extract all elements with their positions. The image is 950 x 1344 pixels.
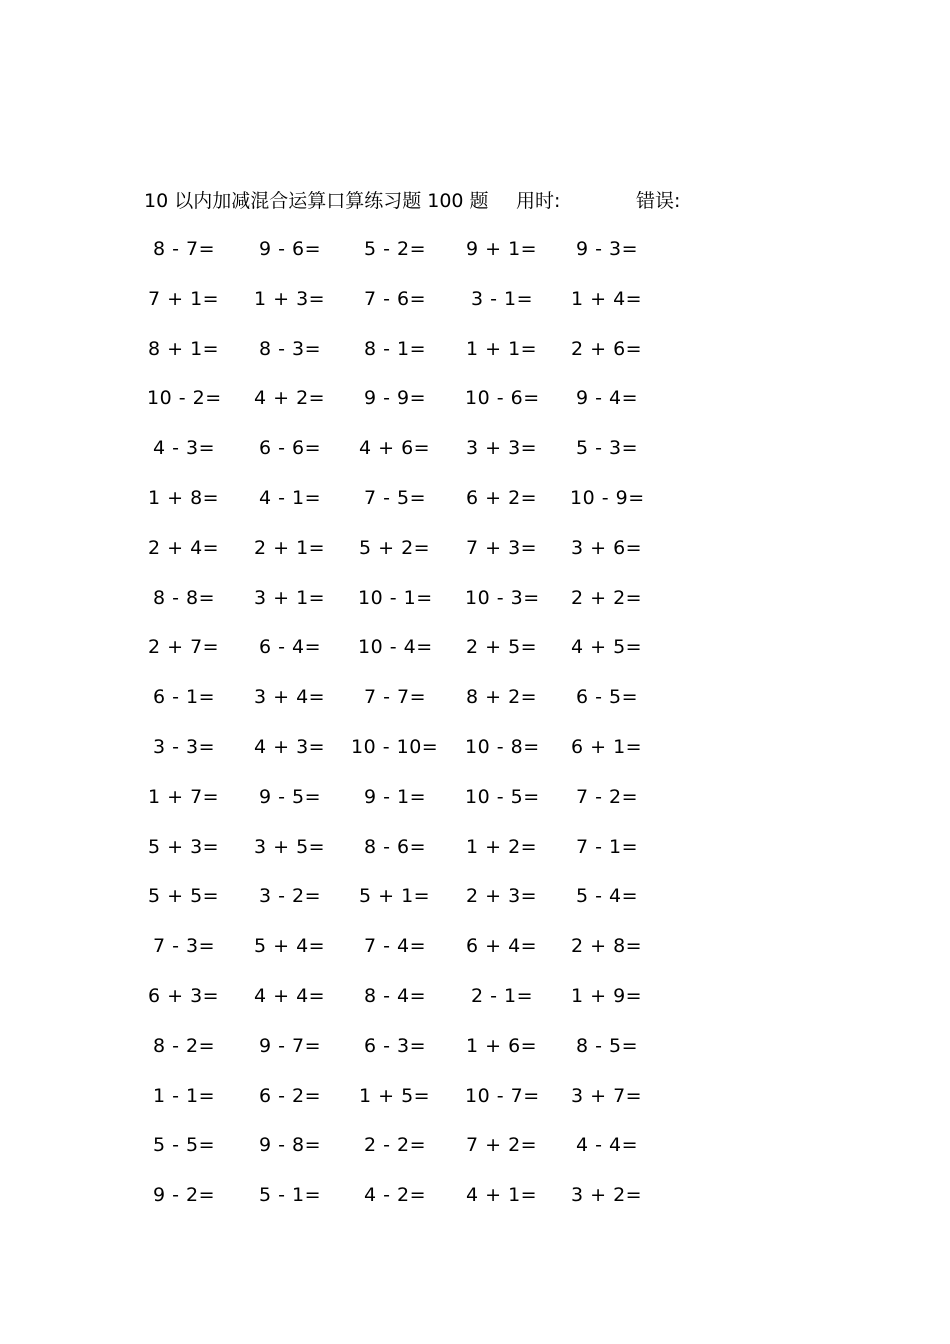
problem-item: 6 - 5= [576,686,639,709]
problem-item: 2 + 3= [466,885,538,908]
problem-item: 7 - 2= [576,785,639,808]
problem-item: 1 + 3= [254,287,326,310]
problem-item: 2 + 6= [571,337,643,360]
problem-item: 2 + 8= [571,935,643,958]
problem-row [0,832,950,862]
problem-item: 3 + 3= [466,437,538,460]
problem-item: 6 + 1= [571,736,643,758]
problem-item: 7 + 1= [148,287,220,310]
problem-item: 9 - 2= [153,1184,216,1207]
problem-item: 3 + 5= [254,835,326,858]
problem-row [0,881,950,911]
problem-item: 1 + 9= [571,985,643,1007]
problem-item: 3 + 2= [571,1184,643,1207]
problem-item: 10 - 8= [465,736,540,758]
problem-item: 10 - 3= [465,586,540,609]
problem-item: 4 + 5= [571,636,643,659]
problem-item: 8 + 2= [466,686,538,709]
problem-item: 9 - 5= [259,785,322,808]
problem-row [0,931,950,961]
problem-row [0,234,950,264]
problem-item: 2 + 5= [466,636,538,659]
problem-item: 3 + 6= [571,536,643,559]
problem-item: 4 + 6= [359,437,431,460]
problem-item: 10 - 5= [465,785,540,808]
problem-item: 7 - 6= [364,287,427,310]
problem-item: 4 - 2= [364,1184,427,1207]
time-label: 用时: [516,190,561,212]
problem-item: 7 - 5= [364,487,427,509]
problem-item: 5 + 3= [148,835,220,858]
problem-row [0,433,950,463]
problem-row [0,284,950,314]
problem-row [0,732,950,762]
problem-item: 8 - 3= [259,337,322,360]
problem-item: 7 + 2= [466,1134,538,1157]
problem-item: 1 + 8= [148,487,220,509]
problem-item: 3 + 1= [254,586,326,609]
problem-row [0,583,950,613]
problem-item: 5 + 4= [254,935,326,958]
problem-item: 1 + 6= [466,1034,538,1057]
problem-item: 5 + 5= [148,885,220,908]
problem-item: 7 + 3= [466,536,538,559]
problem-item: 7 - 4= [364,935,427,958]
problem-item: 10 - 2= [147,387,222,410]
problem-item: 7 - 1= [576,835,639,858]
problem-item: 2 + 4= [148,536,220,559]
problem-item: 6 - 2= [259,1084,322,1107]
problem-item: 10 - 7= [465,1084,540,1107]
problem-item: 9 - 1= [364,785,427,808]
problem-item: 4 + 4= [254,985,326,1007]
problem-item: 5 + 1= [359,885,431,908]
problem-item: 6 - 6= [259,437,322,460]
problem-item: 5 - 1= [259,1184,322,1207]
problem-row [0,1180,950,1210]
problem-item: 9 - 4= [576,387,639,410]
problem-item: 3 + 4= [254,686,326,709]
problem-item: 8 - 8= [153,586,216,609]
problem-item: 5 - 2= [364,238,427,260]
problem-item: 2 + 1= [254,536,326,559]
problem-item: 7 - 3= [153,935,216,958]
problem-item: 10 - 4= [358,636,433,659]
problem-item: 10 - 9= [570,487,645,509]
problem-row [0,682,950,712]
problem-item: 2 + 7= [148,636,220,659]
problem-item: 4 - 3= [153,437,216,460]
problem-item: 10 - 10= [351,736,439,758]
problem-item: 3 - 2= [259,885,322,908]
problem-item: 6 - 4= [259,636,322,659]
problem-item: 8 - 1= [364,337,427,360]
problem-item: 3 - 1= [471,287,534,310]
problem-item: 6 + 2= [466,487,538,509]
problem-item: 4 + 2= [254,387,326,410]
problem-item: 9 - 8= [259,1134,322,1157]
problem-item: 4 + 3= [254,736,326,758]
problem-item: 1 + 5= [359,1084,431,1107]
problem-item: 9 - 7= [259,1034,322,1057]
problem-item: 4 - 1= [259,487,322,509]
problem-row [0,533,950,563]
problem-row [0,1081,950,1111]
problem-item: 5 - 5= [153,1134,216,1157]
problem-item: 1 + 1= [466,337,538,360]
problem-item: 5 - 3= [576,437,639,460]
problem-item: 9 - 6= [259,238,322,260]
problem-item: 8 - 5= [576,1034,639,1057]
problem-item: 6 + 4= [466,935,538,958]
problem-item: 3 + 7= [571,1084,643,1107]
problem-row [0,1130,950,1160]
problem-item: 5 - 4= [576,885,639,908]
problem-item: 6 - 1= [153,686,216,709]
problem-item: 4 + 1= [466,1184,538,1207]
problem-item: 8 - 2= [153,1034,216,1057]
problem-item: 4 - 4= [576,1134,639,1157]
problem-item: 6 - 3= [364,1034,427,1057]
problem-item: 5 + 2= [359,536,431,559]
problem-item: 1 - 1= [153,1084,216,1107]
problem-item: 10 - 6= [465,387,540,410]
problem-item: 3 - 3= [153,736,216,758]
problem-row [0,981,950,1011]
problem-item: 2 - 1= [471,985,534,1007]
problem-item: 9 - 9= [364,387,427,410]
problem-item: 9 - 3= [576,238,639,260]
problem-item: 1 + 2= [466,835,538,858]
worksheet-title: 10 以内加减混合运算口算练习题 100 题 [144,190,489,212]
problem-item: 7 - 7= [364,686,427,709]
problem-item: 8 - 4= [364,985,427,1007]
problem-item: 1 + 7= [148,785,220,808]
problem-item: 9 + 1= [466,238,538,260]
problem-item: 8 - 6= [364,835,427,858]
problem-row [0,483,950,513]
problem-row [0,632,950,662]
problem-item: 2 + 2= [571,586,643,609]
problem-row [0,1031,950,1061]
problem-row [0,334,950,364]
errors-label: 错误: [636,190,681,212]
problem-row [0,383,950,413]
problem-item: 1 + 4= [571,287,643,310]
problem-item: 8 - 7= [153,238,216,260]
problem-item: 2 - 2= [364,1134,427,1157]
problem-row [0,782,950,812]
problem-item: 8 + 1= [148,337,220,360]
problem-item: 10 - 1= [358,586,433,609]
problem-item: 6 + 3= [148,985,220,1007]
